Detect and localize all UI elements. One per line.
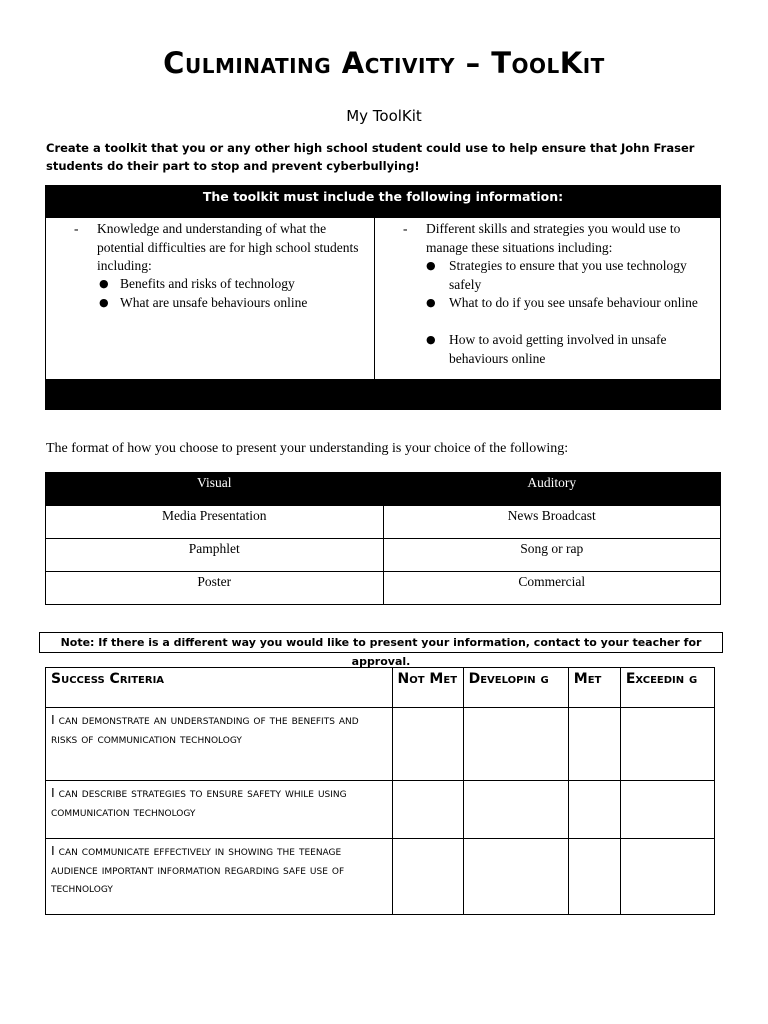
- page-title: Culminating Activity – ToolKit: [163, 46, 605, 80]
- rating-cell: [620, 839, 714, 915]
- list-item: [74, 220, 364, 276]
- table-cell: Song or rap: [383, 539, 721, 572]
- toolkit-requirements-box: [45, 185, 721, 410]
- column-header-not-met: Not Met: [392, 668, 463, 708]
- list-item-text: Different skills and strategies you would use to manage these situations including:: [426, 221, 681, 255]
- list-item-text: Knowledge and understanding of what the potential difficulties are for high school students including:: [97, 221, 359, 273]
- rating-cell: [620, 781, 714, 839]
- table-cell: News Broadcast: [383, 506, 721, 539]
- table-row: [46, 781, 715, 839]
- rating-cell: [463, 708, 568, 781]
- table-row: [46, 506, 721, 539]
- criterion-cell: I can communicate effectively in showing the teenage audience important information regarding safe use of technology: [46, 839, 393, 915]
- rating-cell: [463, 781, 568, 839]
- criterion-cell: I can describe strategies to ensure safety while using communication technology: [46, 781, 393, 839]
- table-cell: Pamphlet: [46, 539, 384, 572]
- toolkit-header: The toolkit must include the following information:: [46, 186, 720, 218]
- table-row: [46, 572, 721, 605]
- rating-cell: [463, 839, 568, 915]
- bullet-text: Benefits and risks of technology: [120, 276, 295, 291]
- column-header-visual: Visual: [46, 473, 384, 506]
- column-header-exceeding: Exceedin g: [620, 668, 714, 708]
- table-cell: Media Presentation: [46, 506, 384, 539]
- bullet-icon: ●: [426, 333, 436, 346]
- bullet-icon: ●: [99, 277, 109, 290]
- bullet-item: [99, 294, 369, 313]
- bullet-icon: ●: [99, 296, 109, 309]
- rating-cell: [568, 839, 620, 915]
- format-intro: The format of how you choose to present your understanding is your choice of the following:: [46, 441, 569, 456]
- success-criteria-table: [45, 667, 715, 915]
- table-row: [46, 539, 721, 572]
- toolkit-left-column: [46, 218, 375, 379]
- bullet-item: [426, 257, 716, 294]
- table-header-row: [46, 668, 715, 708]
- dash-marker: -: [403, 221, 408, 236]
- bullet-icon: ●: [426, 259, 436, 272]
- bullet-text: Strategies to ensure that you use technology safely: [449, 258, 687, 292]
- table-header-row: [46, 473, 721, 506]
- list-item: [403, 220, 718, 257]
- bullet-icon: ●: [426, 296, 436, 309]
- format-table: [45, 472, 721, 605]
- criterion-cell: I can demonstrate an understanding of the benefits and risks of communication technology: [46, 708, 393, 781]
- bullet-item: [426, 331, 716, 368]
- rating-cell: [620, 708, 714, 781]
- bullet-item: [426, 294, 716, 313]
- table-row: [46, 708, 715, 781]
- dash-marker: -: [74, 221, 79, 236]
- bullet-item: [99, 275, 369, 294]
- table-row: [46, 839, 715, 915]
- bullet-text: How to avoid getting involved in unsafe behaviours online: [449, 332, 667, 366]
- toolkit-right-column: [375, 218, 720, 379]
- page-subtitle: My ToolKit: [346, 107, 422, 125]
- rating-cell: [568, 781, 620, 839]
- intro-text: Create a toolkit that you or any other high school student could use to help ensure that John Fraser students do their part to stop and prevent cyberbullying!: [46, 141, 695, 173]
- table-cell: Poster: [46, 572, 384, 605]
- column-header-success-criteria: Success Criteria: [46, 668, 393, 708]
- column-header-developing: Developin g: [463, 668, 568, 708]
- rating-cell: [392, 781, 463, 839]
- rating-cell: [392, 708, 463, 781]
- rating-cell: [568, 708, 620, 781]
- bullet-text: What are unsafe behaviours online: [120, 295, 308, 310]
- rating-cell: [392, 839, 463, 915]
- toolkit-footer-bar: [46, 379, 720, 410]
- bullet-text: What to do if you see unsafe behaviour online: [449, 295, 698, 310]
- teacher-approval-note: Note: If there is a different way you would like to present your information, contact to your teacher for approval.: [39, 632, 723, 653]
- table-cell: Commercial: [383, 572, 721, 605]
- column-header-met: Met: [568, 668, 620, 708]
- column-header-auditory: Auditory: [383, 473, 721, 506]
